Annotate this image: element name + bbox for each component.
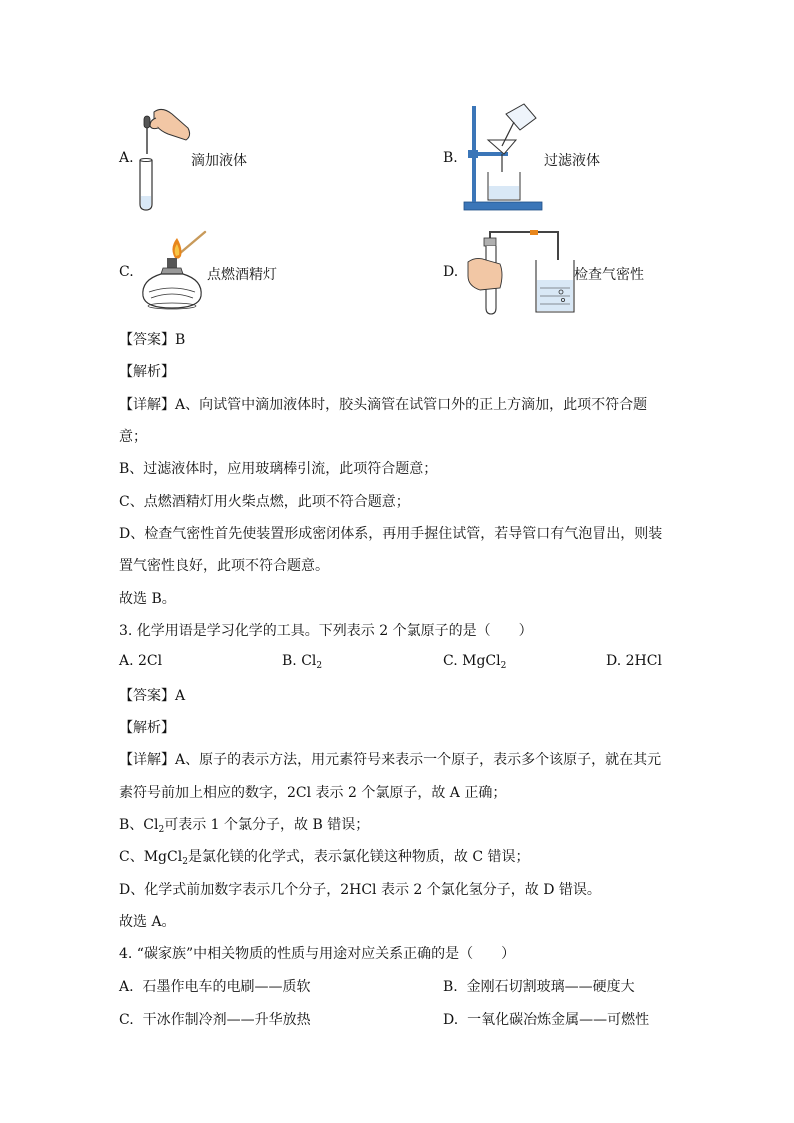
q2-detail-line-1: 【详解】A、向试管中滴加液体时，胶头滴管在试管口外的正上方滴加，此项不符合题	[119, 397, 648, 413]
q3-option-b: B. $Cl_2$	[282, 653, 323, 671]
q2-detail-line-3: B、过滤液体时，应用玻璃棒引流，此项符合题意；	[119, 461, 438, 477]
q4-stem: 4. “碳家族”中相关物质的性质与用途对应关系正确的是（ ）	[119, 946, 516, 962]
q3-detail-line-2: 素符号前加上相应的数字，2Cl 表示 2 个氯原子，故 A 正确；	[119, 785, 507, 801]
q4-option-c: C. 干冰作制冷剂——升华放热	[119, 1012, 311, 1028]
q3-detail-line-5: D、化学式前加数字表示几个分子，2HCl 表示 2 个氯化氢分子，故 D 错误。	[119, 882, 601, 898]
dropper-test-tube-icon	[132, 104, 192, 212]
q3-detail-line-3: B、$Cl_2$可表示 1 个氯分子，故 B 错误；	[119, 817, 370, 835]
filtration-apparatus-icon	[462, 102, 546, 214]
q3-conclusion: 故选 A。	[119, 914, 176, 930]
option-b-caption: 过滤液体	[544, 153, 600, 169]
q3-analysis-heading: 【解析】	[119, 720, 175, 736]
option-c-caption: 点燃酒精灯	[207, 267, 277, 283]
q3-option-c: C. MgCl$_2$	[443, 653, 507, 671]
q4-option-a: A. 石墨作电车的电刷——质软	[119, 979, 311, 995]
q3-detail-line-4: C、MgCl$_2$是氯化镁的化学式，表示氯化镁这种物质，故 C 错误；	[119, 849, 530, 867]
q2-detail-line-2: 意；	[119, 429, 147, 445]
q2-detail-line-5: D、检查气密性首先使装置形成密闭体系，再用手握住试管，若导管口有气泡冒出，则装	[119, 526, 663, 542]
q3-stem: 3. 化学用语是学习化学的工具。下列表示 2 个氯原子的是（ ）	[119, 623, 533, 639]
option-d-letter: D.	[443, 264, 459, 280]
option-a-caption: 滴加液体	[191, 153, 247, 169]
q4-option-b: B. 金刚石切割玻璃——硬度大	[443, 979, 635, 995]
option-d-caption: 检查气密性	[574, 267, 644, 283]
q2-detail-line-4: C、点燃酒精灯用火柴点燃，此项不符合题意；	[119, 494, 410, 510]
option-b-letter: B.	[443, 150, 458, 166]
alcohol-lamp-match-icon	[137, 226, 207, 312]
option-c-letter: C.	[119, 264, 134, 280]
q3-option-a: A. 2Cl	[119, 653, 163, 669]
q2-analysis-heading: 【解析】	[119, 364, 175, 380]
q3-option-d: D. 2HCl	[606, 653, 662, 669]
q4-option-d: D. 一氧化碳冶炼金属——可燃性	[443, 1012, 650, 1028]
q3-answer: 【答案】A	[119, 688, 186, 704]
q2-answer: 【答案】B	[119, 332, 186, 348]
q2-conclusion: 故选 B。	[119, 591, 176, 607]
q2-detail-line-6: 置气密性良好，此项不符合题意。	[119, 558, 329, 574]
airtightness-check-icon	[466, 230, 576, 316]
option-a-letter: A.	[119, 150, 134, 166]
q3-detail-line-1: 【详解】A、原子的表示方法，用元素符号来表示一个原子，表示多个该原子，就在其元	[119, 752, 662, 768]
